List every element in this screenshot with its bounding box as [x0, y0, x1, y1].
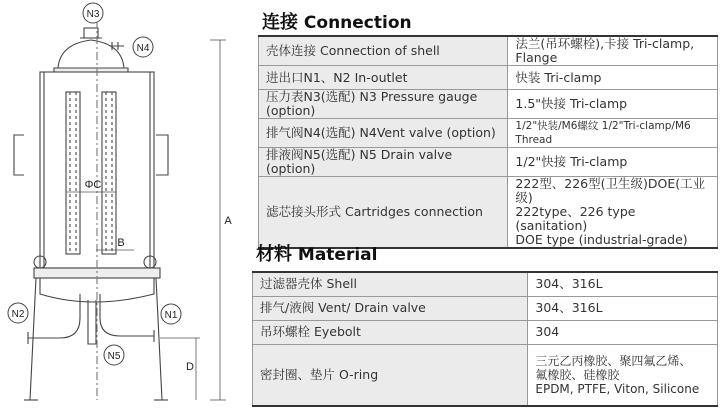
- table-row: [253, 296, 718, 320]
- table-row: [259, 177, 718, 249]
- n4-vent-shape: [110, 42, 124, 50]
- material-name: 吊环螺栓 Eyebolt: [253, 320, 528, 344]
- label-d: D: [186, 361, 194, 373]
- material-title-en: Material: [297, 245, 378, 265]
- pipe-n1: [100, 294, 154, 336]
- label-n5: N5: [107, 351, 121, 362]
- connection-name: 排液阀N5(选配) N5 Drain valve (option): [259, 148, 508, 177]
- material-value: 304: [528, 320, 718, 344]
- label-n2: N2: [11, 309, 25, 320]
- material-title: [256, 240, 377, 266]
- housing-dome: [58, 40, 124, 68]
- connection-value: 1/2"快接 Tri-clamp: [508, 148, 718, 177]
- table-row: [253, 272, 718, 296]
- connection-name: 排气阀N4(选配) N4Vent valve (option): [259, 119, 508, 148]
- handle-right: [156, 135, 168, 175]
- material-value: 304、316L: [528, 272, 718, 296]
- label-n3: N3: [86, 9, 100, 20]
- drain-pipe: [88, 300, 96, 344]
- connection-title-cn: 连接: [262, 12, 298, 33]
- table-row: [253, 320, 718, 344]
- connection-table: [258, 35, 718, 249]
- connection-name: 滤芯接头形式 Cartridges connection: [259, 177, 508, 249]
- cartridge-right: [102, 92, 116, 254]
- material-name: 排气/液阀 Vent/ Drain valve: [253, 296, 528, 320]
- connection-title-en: Connection: [303, 13, 412, 33]
- table-row: [259, 90, 718, 119]
- connection-title: [262, 8, 412, 34]
- material-table: [252, 271, 718, 407]
- label-b: B: [117, 237, 125, 249]
- connection-value: 快装 Tri-clamp: [508, 66, 718, 90]
- table-row: [253, 344, 718, 406]
- filter-housing-drawing: [0, 0, 250, 416]
- handle-left: [14, 135, 24, 175]
- connection-value: 法兰(吊环螺栓),卡接 Tri-clamp, Flange: [508, 36, 718, 66]
- connection-name: 壳体连接 Connection of shell: [259, 36, 508, 66]
- label-a: A: [224, 215, 232, 227]
- connection-name: 压力表N3(选配) N3 Pressure gauge (option): [259, 90, 508, 119]
- cartridge-left: [66, 92, 80, 254]
- n3-fitting-shape: [84, 28, 98, 38]
- table-row: [259, 148, 718, 177]
- label-n4: N4: [136, 43, 150, 54]
- connection-name: 进出口N1、N2 In-outlet: [259, 66, 508, 90]
- material-value: 三元乙丙橡胶、聚四氟乙烯、 氟橡胶、硅橡胶 EPDM, PTFE, Viton, Silicone: [528, 344, 718, 406]
- table-row: [259, 119, 718, 148]
- table-row: [259, 66, 718, 90]
- material-name: 密封圈、垫片 O-ring: [253, 344, 528, 406]
- connection-value: 222型、226型(卫生级)DOE(工业级) 222type、226 type (sanitation) DOE type (industrial-grade): [508, 177, 718, 249]
- table-row: [259, 36, 718, 66]
- material-name: 过滤器壳体 Shell: [253, 272, 528, 296]
- label-phi-c: ΦC: [84, 179, 102, 191]
- label-n1: N1: [164, 310, 178, 321]
- connection-value: 1.5"快接 Tri-clamp: [508, 90, 718, 119]
- connection-value: 1/2"快装/M6螺纹 1/2"Tri-clamp/M6 Thread: [508, 119, 718, 148]
- material-title-cn: 材料: [256, 244, 292, 265]
- material-value: 304、316L: [528, 296, 718, 320]
